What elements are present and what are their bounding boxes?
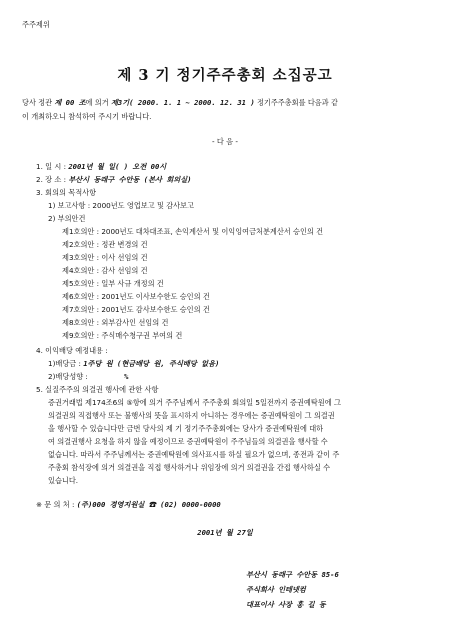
- company-address: 부산시 동래구 수안동 85-6: [246, 570, 339, 579]
- agenda-item: 제4호의안 : 감사 선임의 건: [62, 266, 148, 275]
- page-title: 제 3 기 정기주주총회 소집공고: [117, 67, 333, 84]
- intro-mid: 에 의거: [85, 98, 111, 107]
- item-5-line: 있습니다.: [48, 476, 79, 485]
- agenda-item: 제5호의안 : 일부 사규 개정의 건: [62, 279, 164, 288]
- item-5-line: 의결권의 직접행사 또는 불행사의 뜻을 표시하지 아니하는 경우에는 증권예탁원이 그 의결권: [48, 411, 335, 420]
- item-5: 5. 실질주주의 의결권 행사에 관한 사항: [36, 385, 159, 394]
- item-4: 4. 이익배당 예정내용 :: [36, 346, 108, 355]
- intro-suffix: 정기주주총회를 다음과 같: [254, 98, 338, 107]
- intro-term: 제3기( 2000. 1. 1 ~ 2000. 12. 31 ): [110, 98, 255, 107]
- agenda-item: 제9호의안 : 주식매수청구권 부여의 건: [62, 331, 183, 340]
- item-2-value: 부산시 동래구 수안동 (본사 회의실): [68, 175, 192, 184]
- item-3-1: 1) 보고사항 : 2000년도 영업보고 및 감사보고: [48, 201, 194, 210]
- contact-label: ※ 문 의 처 :: [36, 500, 77, 509]
- company-ceo: 대표이사 사장 홍 길 동: [246, 600, 326, 609]
- item-4-1: [48, 359, 219, 368]
- item-5-line: 증권거래법 제174조6의 ⑤항에 의거 주주님께서 주주총회 회의일 5일전까지 증권예탁원에 그: [48, 398, 341, 407]
- item-5-line: 없습니다. 따라서 주주님께서는 증권예탁원에 의사표시를 하실 필요가 없으며, 종전과 같이 주: [48, 450, 340, 459]
- intro-line-1: [22, 98, 338, 107]
- intro-line-2: 이 개최하오니 참석하여 주시기 바랍니다.: [22, 112, 152, 121]
- item-4-2-value: %: [124, 372, 129, 381]
- notice-date: 2001년 월 27일: [197, 528, 253, 537]
- item-2-label: 2. 장 소 :: [36, 175, 69, 184]
- agenda-item: 제6호의안 : 2001년도 이사보수한도 승인의 건: [62, 292, 210, 301]
- small-header: 주주제위: [22, 20, 50, 29]
- agenda-item: 제2호의안 : 정관 변경의 건: [62, 240, 148, 249]
- item-3: 3. 회의의 목적사항: [36, 188, 97, 197]
- item-2: [36, 175, 191, 184]
- intro-article: 제 00 조: [54, 98, 86, 107]
- item-1: [36, 162, 166, 171]
- item-4-2: [48, 372, 128, 381]
- item-4-2-label: 2)배당성향 :: [48, 372, 91, 381]
- item-1-label: 1. 일 시 :: [36, 162, 69, 171]
- da-eum-heading: - 다 음 -: [212, 137, 238, 146]
- agenda-item: 제3호의안 : 이사 선임의 건: [62, 253, 148, 262]
- item-4-1-label: 1)배당금 :: [48, 359, 84, 368]
- item-5-line: 을 행사할 수 있습니다만 금번 당사의 제 기 정기주주총회에는 당사가 증권예탁원에 대하: [48, 424, 324, 433]
- item-3-2: 2) 부의안건: [48, 214, 86, 223]
- company-name: 주식회사 인테넷컴: [246, 585, 306, 594]
- agenda-item: 제7호의안 : 2001년도 감사보수한도 승인의 건: [62, 305, 210, 314]
- contact-value: (주)000 경영지원실 ☎ (02) 0000-0000: [76, 500, 221, 509]
- item-4-1-value: 1주당 원 (현금배당 원, 주식배당 없음): [83, 359, 220, 368]
- agenda-item: 제8호의안 : 외부감사인 선임의 건: [62, 318, 169, 327]
- item-5-line: 여 의결권행사 요청을 하지 않을 예정이므로 증권예탁원이 주주님들의 의결권을 행사할 수: [48, 437, 328, 446]
- intro-prefix: 당사 정관: [22, 98, 55, 107]
- item-5-line: 주총회 참석장에 의거 의결권을 직접 행사하거나 위임장에 의거 의결권을 간접 행사하실 수: [48, 463, 331, 472]
- agenda-item: 제1호의안 : 2000년도 대차대조표, 손익계산서 및 이익잉여금처분계산서 승인의 건: [62, 227, 324, 236]
- contact-line: [36, 500, 221, 509]
- item-1-value: 2001년 월 일( ) 오전 00시: [68, 162, 167, 171]
